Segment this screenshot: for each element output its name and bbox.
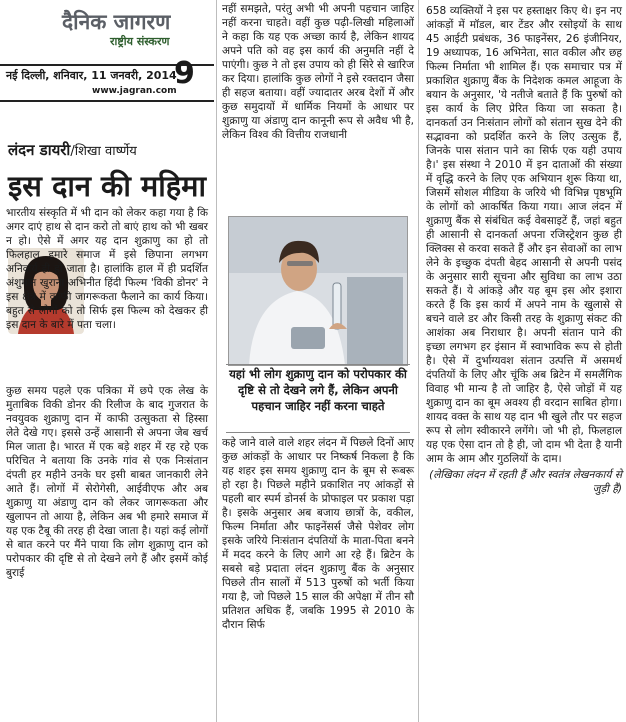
- caption-rule: [226, 364, 410, 365]
- dateline: नई दिल्ली, शनिवार, 11 जनवरी, 2014: [6, 69, 177, 82]
- photo-caption: यहां भी लोग शुक्राणु दान को परोपकार की दृष्टि से तो देखने लगे हैं, लेकिन अपनी पहचान जाहिर नहीं करना चाहते: [229, 367, 407, 413]
- masthead-name: दैनिक जागरण: [62, 10, 171, 34]
- column-divider: [418, 0, 419, 722]
- paragraph: 658 व्यक्तियों ने इस पर हस्ताक्षर किए थे। इन नए आंकड़ों में मॉडल, बार टेंडर और रसोइयों के साथ 45 आईटी प्रबंधक, 36 फाइनेंसर, 26 इंजीनियर, 19 अध्यापक, 16 अभिनेता, सात वकील और छह फिल्म निर्माता भी शामिल हैं। एक समाचार पत्र में प्रकाशित शुक्राणु बैंक के निदेशक कमल आहूजा के बयान के अनुसार, 'ये नतीजे बताते हैं कि पुरुषों को इस कार्य के लिए प्रेरित किया जा सकता है। दानकर्ता उन निःसंतान लोगों को संतान सुख देने की सद्भावना को प्रदर्शित करने के लिए उत्सुक हैं, जिनके पास संतान पाने का सिर्फ एक यही उपाय है।' इस संस्था ने 2010 में इन दाताओं की संख्या में वृद्धि करने के लिए एक अभियान शुरू किया था, जिसमें सोशल मीडिया के जरिये भी विभिन्न पृष्ठभूमि के लोगों को आकर्षित किया गया। आज लंदन में शुक्राणु बैंक से संबंधित कई वेबसाइटें हैं, जहां बहुत ही आसानी से दानकर्ता अपना रजिस्ट्रेशन कुछ ही क्लिक्स से करवा सकते हैं और इन सेवाओं का लाभ लेने के इच्छुक दंपती बेहद आसानी से अपनी पसंद के अनुसार सारी सूचना और सुविधा का लाभ उठा सकते हैं। ये आंकड़े और यह बूम इस ओर इशारा करते हैं कि इस कार्य में अपने नाम के खुलासे से बचने वाले डर और किसी तरह के शुक्राणु संकट की आशंका अब निराधार है। अपनी संतान पाने की इच्छा लगभग हर इंसान में स्वाभाविक रूप से होती है। ऐसे में दुर्भाग्यवश संतान उत्पत्ति में असमर्थ दंपतियों के लिए और चूंकि अब ब्रिटेन में समलैंगिक विवाह भी मान्य है तो जाहिर है, ऐसे जोड़ों में यह शुक्राणु दान का बूम अवश्य ही वरदान साबित होगा। शायद वक्त के साथ यह दान भी खुले तौर पर सहज रूप से लोग स्वीकारने लगेंगे। जो भी हो, फिलहाल यह एक ऐसा दान तो है ही, जो दाम भी देता है यानी आम के आम और गुठलियों के दाम।: [426, 5, 622, 465]
- column-header: [8, 140, 208, 160]
- caption-rule: [226, 432, 410, 433]
- column-author: /शिखा वार्ष्णेय: [70, 144, 137, 159]
- column-right: [420, 0, 626, 722]
- paragraph: कुछ समय पहले एक पत्रिका में छपे एक लेख के मुताबिक विकी डोनर की रिलीज के बाद गुजरात के नवयुवक शुक्राणु दान में काफी उत्सुकता से हिस्सा लेते देखे गए। इससे उन्हें आसानी से अपना जेब खर्च मिल जाता है। भारत में एक बड़े शहर में रह रहे एक परिचित ने बताया कि उनके गांव से एक निःसंतान दंपती हर महीने उनके घर इसी बाबत जानकारी लेने आते हैं। लोगों में सेरोगेसी, आईवीएफ और अब शुक्राणु या अंडाणु दान को लेकर जागरूकता और खुलापन तो आया है, लेकिन अब भी हमारे समाज में यह एक टैबू की तरह ही देखा जाता है। यहां कई लोगों से बात करने पर मैंने पाया कि लोग शुक्राणु दान को परोपकार की दृष्टि से तो देखने लगे हैं और इसमें कोई बुराई: [6, 385, 208, 579]
- article-text: [6, 206, 208, 332]
- article-text: [6, 384, 208, 580]
- website: www.jagran.com: [92, 86, 177, 96]
- paragraph: कहे जाने वाले वाले शहर लंदन में पिछले दिनों आए कुछ आंकड़ों के आधार पर निष्कर्ष निकला है कि यह शहर इस समय शुक्राणु दान के बूम से रूबरू हो रहा है। पिछले महीने प्रकाशित नए आंकड़ों से पहली बार स्पर्म डोनर्स के प्रोफाइल पर प्रकाश पड़ा है। इसके अनुसार अब बजाय छात्रों के, वकील, फिल्म निर्माता और फाइनेंसर्स जैसे पेशेवर लोग इसके जरिये निःसंतान दंपतियों के माता-पिता बनने में मदद करने के लिए आगे आ रहे हैं। ब्रिटेन के सबसे बड़े प्रदाता लंदन शुक्राणु बैंक के अनुसार पिछले तीन सालों में 513 पुरुषों को भर्ती किया गया है, जो पिछले 15 साल की अपेक्षा में तीन सौ प्रतिशत अधिक हैं, जबकि 1995 से 2010 के दौरान सिर्फ: [222, 437, 414, 631]
- paragraph: भारतीय संस्कृति में भी दान को लेकर कहा गया है कि अगर दाएं हाथ से दान करो तो बाएं हाथ को भी खबर न हो। ऐसे में अगर यह दान शुक्राणु का हो तो फिलहाल हमारे समाज में इसे छिपाना लगभग अनिवार्य ही हो जाता है। हालांकि हाल में ही प्रदर्शित अंशुमान खुराना अभिनीत हिंदी फिल्म 'विकी डोनर' ने इस क्षेत्र में काफी जागरूकता फैलाने का कार्य किया। बहुत से लोगों को तो सिर्फ इस फिल्म को देखकर ही इस दान के बारे में पता चला।: [6, 207, 208, 331]
- lab-photo: [228, 216, 408, 366]
- headline: इस दान की महिमा: [8, 169, 207, 203]
- column-middle: [218, 0, 416, 722]
- page-number: 9: [174, 56, 195, 91]
- column-left: [0, 0, 214, 722]
- author-note: (लेखिका लंदन में रहती हैं और स्वतंत्र लेखनकार्य से जुड़ी हैं): [429, 469, 622, 495]
- masthead-edition: राष्ट्रीय संस्करण: [110, 35, 170, 48]
- article-text: [426, 4, 622, 496]
- masthead-rule: [0, 100, 214, 102]
- column-divider: [216, 0, 217, 722]
- article-text: [222, 2, 414, 142]
- column-title: लंदन डायरी: [8, 141, 71, 159]
- article-text: [222, 436, 414, 632]
- paragraph: नहीं समझते, परंतु अभी भी अपनी पहचान जाहिर नहीं करना चाहते। वहीं कुछ पढ़ी-लिखी महिलाओं ने कहा कि यह एक अच्छा कार्य है, लेकिन शायद अपने पति को वह इस कार्य की अनुमति नहीं दे पाएंगी। कुछ ने तो इस उपाय को ही सिरे से खारिज कर दिया। हालांकि कुछ लोगों ने इसे रक्तदान जैसा ही सहज बताया। वहीं ज्यादातर अरब देशों में और कुछ समुदायों में धार्मिक नियमों के आधार पर शुक्राणु या अंडाणु दान कानूनी रूप से अवैध भी है, लेकिन विश्व की वित्तीय राजधानी: [222, 3, 414, 141]
